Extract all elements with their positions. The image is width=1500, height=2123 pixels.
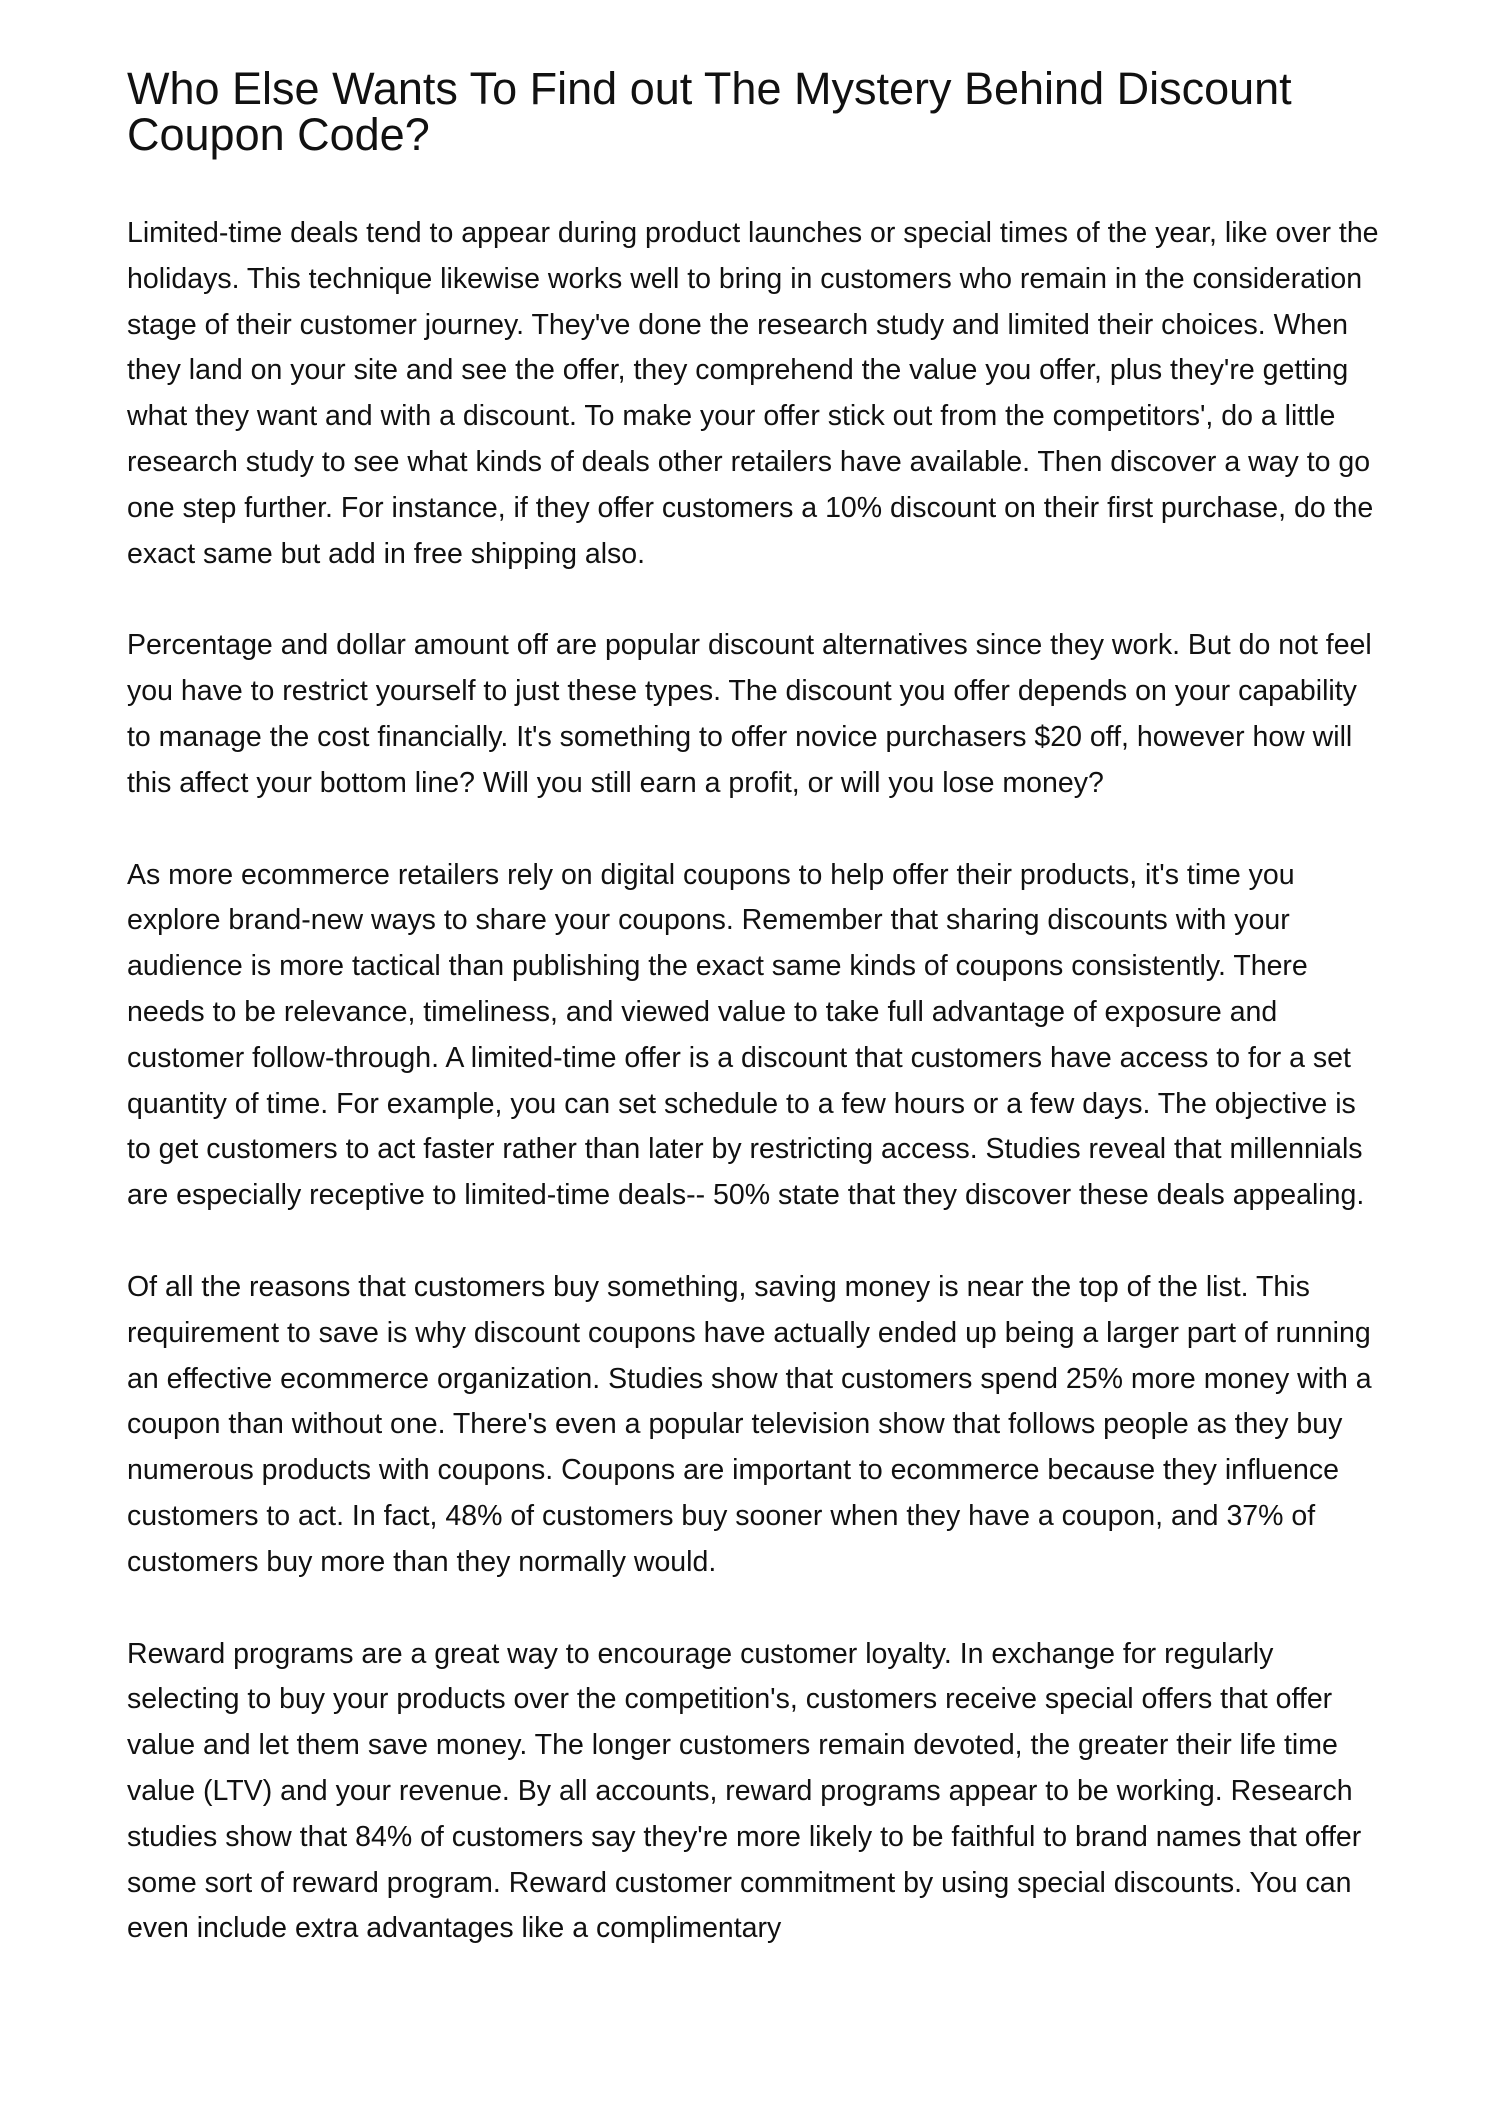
article-body (127, 211, 1387, 1952)
paragraph-4: Of all the reasons that customers buy something, saving money is near the top of the list. This requirement to save is why discount coupons have actually ended up being a larger part of running an effective ecommerce organization. Studies show that customers spend 25% more money with a coupon than without one. There's even a popular television show that follows people as they buy numerous products with coupons. Coupons are important to ecommerce because they influence customers to act. In fact, 48% of customers buy sooner when they have a coupon, and 37% of customers buy more than they normally would. (127, 1270, 1372, 1578)
paragraph-5: Reward programs are a great way to encourage customer loyalty. In exchange for regularly selecting to buy your products over the competition's, customers receive special offers that offer value and let them save money. The longer customers remain devoted, the greater their life time value (LTV) and your revenue. By all accounts, reward programs appear to be working. Research studies show that 84% of customers say they're more likely to be faithful to brand names that offer some sort of reward program. Reward customer commitment by using special discounts. You can even include extra advantages like a complimentary (127, 1637, 1362, 1945)
paragraph-1: Limited-time deals tend to appear during product launches or special times of the year, like over the holidays. This technique likewise works well to bring in customers who remain in the consideration stage of their customer journey. They've done the research study and limited their choices. When they land on your site and see the offer, they comprehend the value you offer, plus they're getting what they want and with a discount. To make your offer stick out from the competitors', do a little research study to see what kinds of deals other retailers have available. Then discover a way to go one step further. For instance, if they offer customers a 10% discount on their first purchase, do the exact same but add in free shipping also. (127, 217, 1379, 570)
page-title: Who Else Wants To Find out The Mystery Behind Discount Coupon Code? (127, 63, 1292, 160)
paragraph-2: Percentage and dollar amount off are popular discount alternatives since they work. But do not feel you have to restrict yourself to just these types. The discount you offer depends on your capability to manage the cost financially. It's something to offer novice purchasers $20 off, however how will this affect your bottom line? Will you still earn a profit, or will you lose money? (127, 629, 1372, 799)
paragraph-3: As more ecommerce retailers rely on digital coupons to help offer their products, it's time you explore brand-new ways to share your coupons. Remember that sharing discounts with your audience is more tactical than publishing the exact same kinds of coupons consistently. There needs to be relevance, timeliness, and viewed value to take full advantage of exposure and customer follow-through. A limited-time offer is a discount that customers have access to for a set quantity of time. For example, you can set schedule to a few hours or a few days. The objective is to get customers to act faster rather than later by restricting access. Studies reveal that millennials are especially receptive to limited-time deals-- 50% state that they discover these deals appealing. (127, 858, 1365, 1212)
document-page (127, 63, 1387, 1998)
